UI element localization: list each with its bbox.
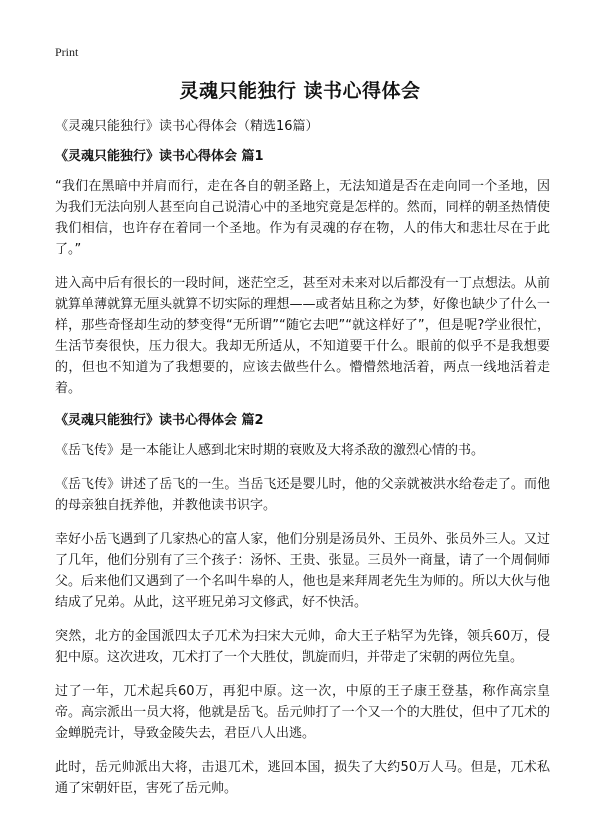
paragraph: 突然，北方的金国派四太子兀术为扫宋大元帅，命大王子粘罕为先锋，领兵60万，侵犯中原。这次进攻，兀术打了一个大胜仗，凯旋而归，并带走了宋朝的两位先皇。	[55, 629, 550, 665]
article-subtitle: 《灵魂只能独行》读书心得体会（精选16篇）	[55, 119, 319, 134]
paragraph: 此时，岳元帅派出大将，击退兀术，逃回本国，损失了大约50万人马。但是，兀术私通了宋朝奸臣，害死了岳元帅。	[55, 760, 550, 796]
paragraph: 幸好小岳飞遇到了几家热心的富人家，他们分别是汤员外、王员外、张员外三人。又过了几年，他们分别有了三个孩子：汤怀、王贵、张显。三员外一商量，请了一个周侗师父。后来他们又遇到了一个名叫牛皋的人，他也是来拜周老先生为师的。所以大伙与他结成了兄弟。从此，这平班兄弟习文修武，好不快活。	[55, 532, 550, 610]
section-heading: 《灵魂只能独行》读书心得体会 篇2	[55, 413, 264, 428]
page-title: 灵魂只能独行 读书心得体会	[179, 80, 421, 102]
paragraph: 《岳飞传》讲述了岳飞的一生。当岳飞还是婴儿时，他的父亲就被洪水给卷走了。而他的母亲独自抚养他，并教他读书识字。	[55, 477, 550, 513]
print-link[interactable]: Print	[55, 45, 79, 59]
section-heading: 《灵魂只能独行》读书心得体会 篇1	[55, 149, 264, 164]
paragraph: 进入高中后有很长的一段时间，迷茫空乏，甚至对未来对以后都没有一丁点想法。从前就算单薄就算无厘头就算不切实际的理想——或者姑且称之为梦，好像也缺少了什么一样，那些奇怪却生动的梦变得“无所谓”“随它去吧”“就这样好了”，但是呢?学业很忙，生活节奏很快，压力很大。我却无所适从，不知道要干什么。眼前的似乎不是我想要的，但也不知道为了我想要的，应该去做些什么。懵懵然地活着，两点一线地活着走着。	[55, 276, 550, 396]
paragraph: 《岳飞传》是一本能让人感到北宋时期的衰败及大将杀敌的激烈心情的书。	[55, 443, 485, 458]
article-body	[55, 118, 550, 812]
paragraph: “我们在黑暗中并肩而行，走在各自的朝圣路上，无法知道是否在走向同一个圣地，因为我们无法向别人甚至向自己说清心中的圣地究竟是怎样的。然而，同样的朝圣热情使我们相信，也许存在着同一个圣地。作为有灵魂的存在物，人的伟大和悲壮尽在于此了。”	[55, 179, 550, 257]
section-1	[55, 148, 550, 399]
section-2	[55, 412, 550, 799]
paragraph: 过了一年，兀术起兵60万，再犯中原。这一次，中原的王子康王登基，称作高宗皇帝。高宗派出一员大将，他就是岳飞。岳元帅打了一个又一个的大胜仗，但中了兀术的金蝉脱壳计，导致金陵失去，君臣八人出逃。	[55, 684, 550, 741]
